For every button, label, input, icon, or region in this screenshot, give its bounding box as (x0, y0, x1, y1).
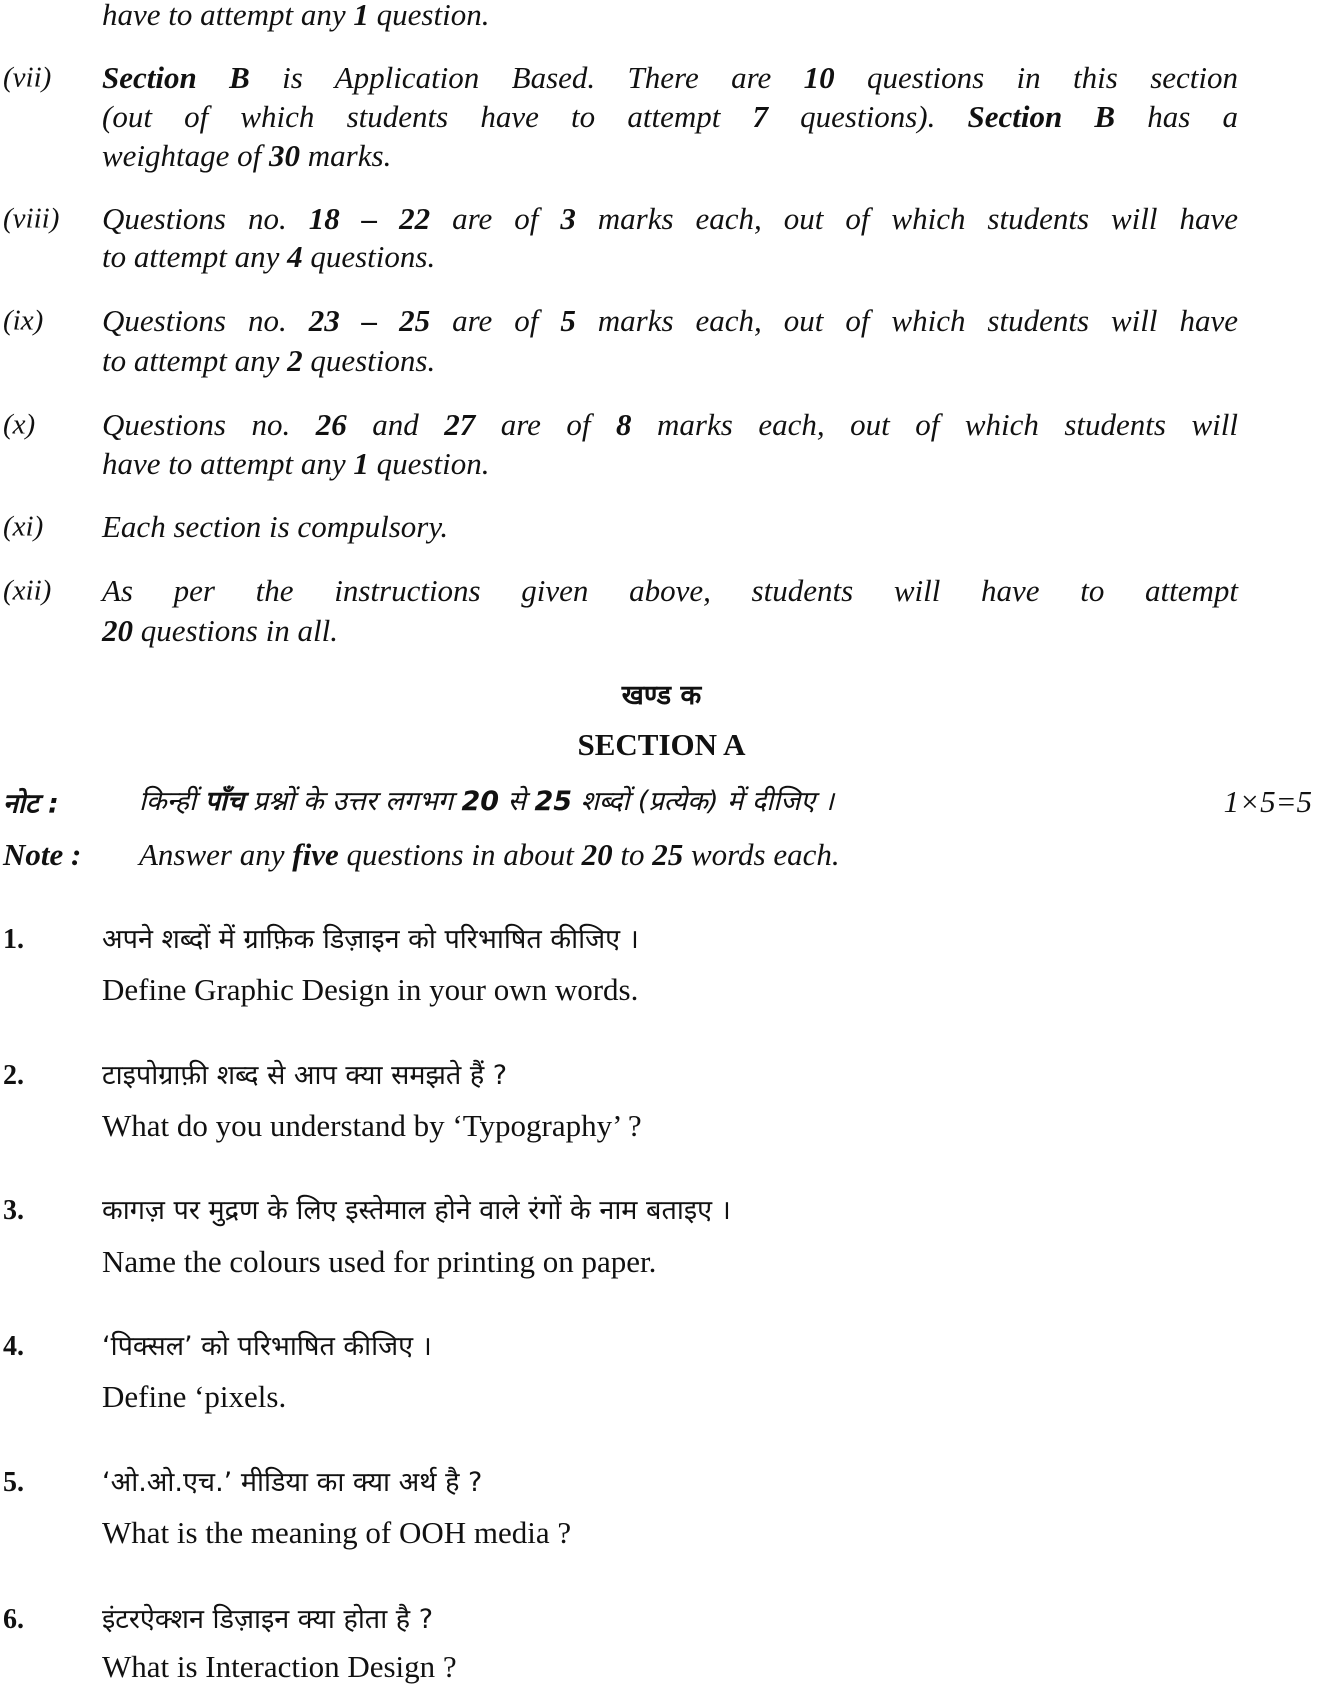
question-hindi: ‘पिक्सल’ को परिभाषित कीजिए । (102, 1331, 432, 1362)
question-number: 2. (3, 1060, 24, 1091)
text-segment: have to attempt any (102, 446, 354, 481)
section-title: SECTION A (577, 727, 746, 762)
bold-text: 1 (353, 446, 369, 481)
instruction-line (102, 303, 1238, 339)
text-segment: questions. (302, 343, 436, 378)
bold-text: 1 (353, 0, 369, 32)
bold-text: five (292, 837, 339, 872)
marks-allocation: 1×5=5 (1223, 784, 1312, 819)
instruction-label: (x) (3, 408, 36, 441)
question-number: 6. (3, 1604, 24, 1635)
text-segment: questions. (302, 239, 436, 274)
text-segment: is Application Based. There are (249, 60, 804, 95)
question-number: 3. (3, 1195, 24, 1226)
bold-text: 7 (752, 99, 768, 134)
bold-text: 3 (560, 201, 576, 236)
question-number: 4. (3, 1331, 24, 1362)
question-english: What do you understand by ‘Typography’ ? (102, 1108, 642, 1143)
text-segment: questions). (768, 99, 968, 134)
text-segment: marks. (300, 138, 392, 173)
instruction-line (102, 239, 435, 275)
bold-text: 2 (287, 343, 303, 378)
question-hindi: ‘ओ.ओ.एच.’ मीडिया का क्या अर्थ है ? (102, 1467, 483, 1498)
text-segment: Questions no. (102, 201, 309, 236)
bold-text: 5 (560, 303, 576, 338)
text-segment: (out of which students have to attempt (102, 99, 753, 134)
instruction-line (102, 343, 435, 379)
text-segment: have to attempt any (102, 0, 354, 32)
instruction-line (102, 613, 338, 649)
note-hindi-label: नोट : (3, 788, 59, 820)
question-english: Name the colours used for printing on paper. (102, 1244, 657, 1279)
question-number: 5. (3, 1467, 24, 1498)
instruction-line (102, 99, 1238, 135)
bold-text: 4 (287, 239, 303, 274)
bold-text: 25 (534, 786, 573, 817)
text-segment: question. (368, 0, 490, 32)
instruction-line (102, 509, 448, 545)
text-segment: to (612, 837, 653, 872)
instruction-line (102, 60, 1238, 96)
bold-text: 18 – 22 (308, 201, 431, 236)
instruction-label: (ix) (3, 304, 44, 337)
question-english: Define ‘pixels. (102, 1379, 287, 1414)
text-segment: questions in this section (834, 60, 1239, 95)
text-segment: प्रश्नों के उत्तर लगभग (244, 786, 462, 817)
instruction-line (102, 201, 1238, 237)
text-segment: question. (368, 446, 490, 481)
text-segment: Each section is compulsory. (102, 509, 449, 544)
text-segment: questions in about (338, 837, 582, 872)
bold-text: 27 (444, 407, 476, 442)
bold-text: पाँच (204, 786, 245, 817)
text-segment: are of (475, 407, 617, 442)
text-segment: शब्दों (प्रत्येक) में दीजिए । (572, 786, 834, 817)
text-segment: Answer any (139, 837, 293, 872)
text-segment: to attempt any (102, 239, 288, 274)
instruction-line (102, 446, 489, 482)
bold-text: 25 (652, 837, 684, 872)
note-hindi-text (139, 784, 834, 820)
bold-text: 30 (269, 138, 301, 173)
bold-text: 8 (616, 407, 632, 442)
bold-text: Section B (967, 99, 1116, 134)
bold-text: 20 (461, 786, 500, 817)
question-english: Define Graphic Design in your own words. (102, 972, 639, 1007)
note-label: Note : (3, 837, 82, 872)
instruction-label: (viii) (3, 202, 60, 235)
text-segment: has a (1115, 99, 1239, 134)
instruction-label: (xii) (3, 574, 52, 607)
bold-text: 20 (102, 613, 133, 648)
text-segment: किन्हीं (139, 786, 205, 817)
text-segment: weightage of (102, 138, 270, 173)
text-segment: questions in all. (133, 613, 338, 648)
text-segment: are of (430, 303, 561, 338)
text-segment: Questions no. (102, 407, 316, 442)
bold-text: Section B (102, 60, 250, 95)
section-hindi-title: खण्ड क (621, 680, 702, 711)
question-hindi: अपने शब्दों में ग्राफ़िक डिज़ाइन को परिभाषित कीजिए । (102, 924, 639, 955)
instruction-label: (vii) (3, 61, 52, 94)
bold-text: 23 – 25 (308, 303, 431, 338)
text-segment: words each. (683, 837, 840, 872)
text-segment: As per the instructions given above, students will have to attempt (102, 573, 1238, 608)
bold-text: 10 (803, 60, 835, 95)
text-segment: marks each, out of which students will have (575, 303, 1239, 338)
text-segment: marks each, out of which students will (631, 407, 1238, 442)
question-hindi: इंटरऐक्शन डिज़ाइन क्या होता है ? (102, 1604, 434, 1635)
question-hindi: कागज़ पर मुद्रण के लिए इस्तेमाल होने वाले रंगों के नाम बताइए । (102, 1195, 731, 1226)
text-segment: Questions no. (102, 303, 309, 338)
instruction-line (102, 573, 1238, 609)
instruction-line (102, 407, 1238, 443)
question-english: What is the meaning of OOH media ? (102, 1515, 572, 1550)
question-english: What is Interaction Design ? (102, 1649, 457, 1684)
note-text (139, 837, 840, 873)
text-segment: से (499, 786, 535, 817)
instruction-label: (xi) (3, 510, 44, 543)
instruction-line (102, 138, 391, 174)
bold-text: 26 (315, 407, 347, 442)
instruction-line (102, 0, 489, 33)
question-hindi: टाइपोग्राफ़ी शब्द से आप क्या समझते हैं ? (102, 1060, 508, 1091)
text-segment: to attempt any (102, 343, 288, 378)
bold-text: 20 (581, 837, 613, 872)
text-segment: and (346, 407, 445, 442)
text-segment: marks each, out of which students will have (575, 201, 1239, 236)
question-number: 1. (3, 924, 24, 955)
text-segment: are of (430, 201, 561, 236)
